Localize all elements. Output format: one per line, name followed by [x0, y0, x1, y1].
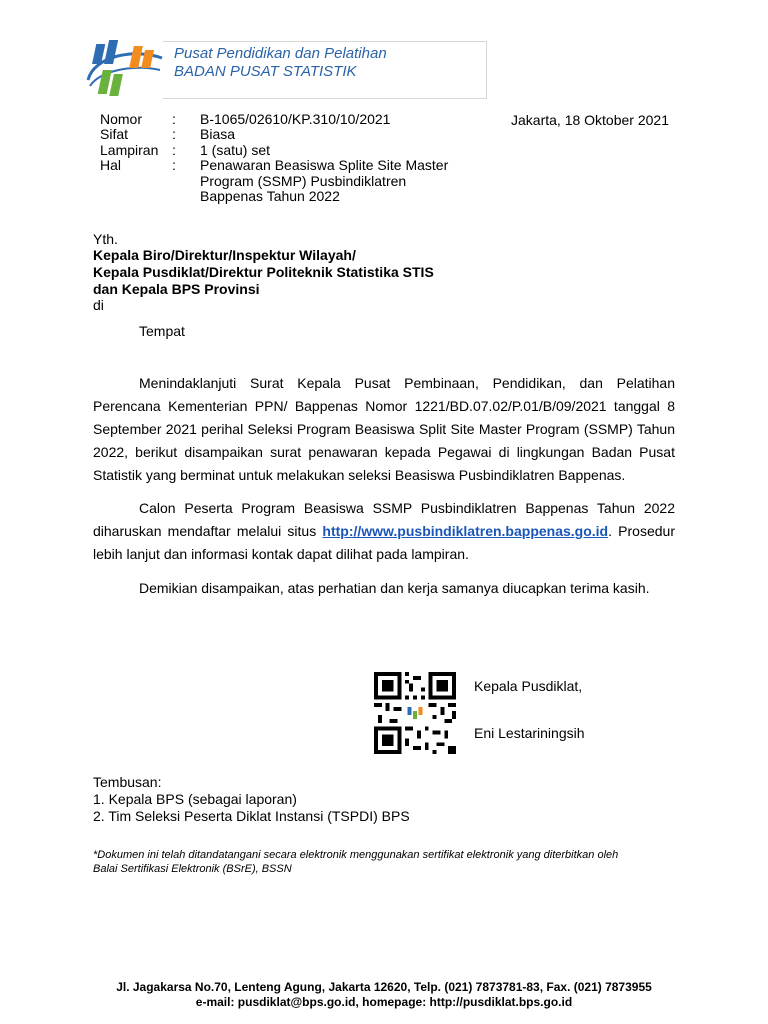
meta-colon: :	[172, 157, 176, 173]
footer-address: Jl. Jagakarsa No.70, Lenteng Agung, Jakarta 12620, Telp. (021) 7873781-83, Fax. (021) 7873955	[116, 980, 652, 994]
bps-logo-icon	[84, 36, 166, 102]
meta-colon: :	[172, 126, 176, 142]
meta-colon: :	[172, 142, 176, 158]
qr-code-icon	[372, 672, 458, 754]
tembusan-item: 1. Kepala BPS (sebagai laporan)	[93, 791, 297, 807]
recipient-line: Kepala Biro/Direktur/Inspektur Wilayah/	[93, 247, 356, 263]
body-paragraph-2	[93, 497, 675, 566]
e-signature-note-line2: Balai Sertifikasi Elektronik (BSrE), BSSN	[93, 863, 292, 875]
meta-value: Biasa	[200, 126, 236, 142]
salutation: Yth.	[93, 231, 118, 247]
meta-label: Nomor	[100, 111, 143, 127]
recipient-di: di	[93, 297, 104, 313]
meta-colon: :	[172, 111, 176, 127]
tembusan-item: 2. Tim Seleksi Peserta Diklat Instansi (TSPDI) BPS	[93, 808, 410, 824]
body-paragraph-2-text-after: . Prosedur lebih lanjut dan informasi kontak dapat dilihat pada lampiran.	[93, 523, 675, 562]
letter-date: Jakarta, 18 Oktober 2021	[511, 112, 669, 128]
meta-value: Penawaran Beasiswa Splite Site Master	[200, 157, 449, 173]
meta-value: Bappenas Tahun 2022	[200, 188, 340, 204]
meta-value: B-1065/02610/KP.310/10/2021	[200, 111, 391, 127]
recipient-line: Kepala Pusdiklat/Direktur Politeknik Statistika STIS	[93, 264, 434, 280]
registration-link[interactable]: http://www.pusbindiklatren.bappenas.go.id	[322, 523, 609, 539]
header-institution-line1: Pusat Pendidikan dan Pelatihan	[174, 45, 387, 62]
e-signature-note-line1: *Dokumen ini telah ditandatangani secara elektronik menggunakan sertifikat elektronik yang diterbitkan oleh	[93, 849, 619, 861]
meta-label: Hal	[100, 157, 122, 173]
body-paragraph-2-text: Calon Peserta Program Beasiswa SSMP Pusbindiklatren Bappenas Tahun 2022 diharuskan mendaftar melalui situs	[93, 500, 675, 539]
body-paragraph-1: Menindaklanjuti Surat Kepala Pusat Pembinaan, Pendidikan, dan Pelatihan Perencana Kementerian PPN/ Bappenas Nomor 1221/BD.07.02/P.01/B/09/2021 tanggal 8 September 2021 perihal Seleksi Program Beasiswa Split Site Master Program (SSMP) Tahun 2022, berikut disampaikan surat penawaran kepada Pegawai di lingkungan Badan Pusat Statistik yang berminat untuk melakukan seleksi Beasiswa Pusbindiklatren Bappenas.	[93, 375, 675, 483]
recipient-tempat: Tempat	[139, 323, 185, 339]
recipient-line: dan Kepala BPS Provinsi	[93, 281, 260, 297]
meta-value: 1 (satu) set	[200, 142, 271, 158]
header-institution-line2: BADAN PUSAT STATISTIK	[174, 63, 357, 80]
meta-label: Sifat	[100, 126, 129, 142]
body-paragraph-3: Demikian disampaikan, atas perhatian dan kerja samanya diucapkan terima kasih.	[139, 580, 650, 596]
meta-label: Lampiran	[100, 142, 159, 158]
footer-contact: e-mail: pusdiklat@bps.go.id, homepage: http://pusdiklat.bps.go.id	[195, 995, 573, 1009]
signature-title: Kepala Pusdiklat,	[474, 678, 583, 694]
signature-name: Eni Lestariningsih	[474, 725, 585, 741]
meta-value: Program (SSMP) Pusbindiklatren	[200, 173, 407, 189]
tembusan-heading: Tembusan:	[93, 774, 162, 790]
